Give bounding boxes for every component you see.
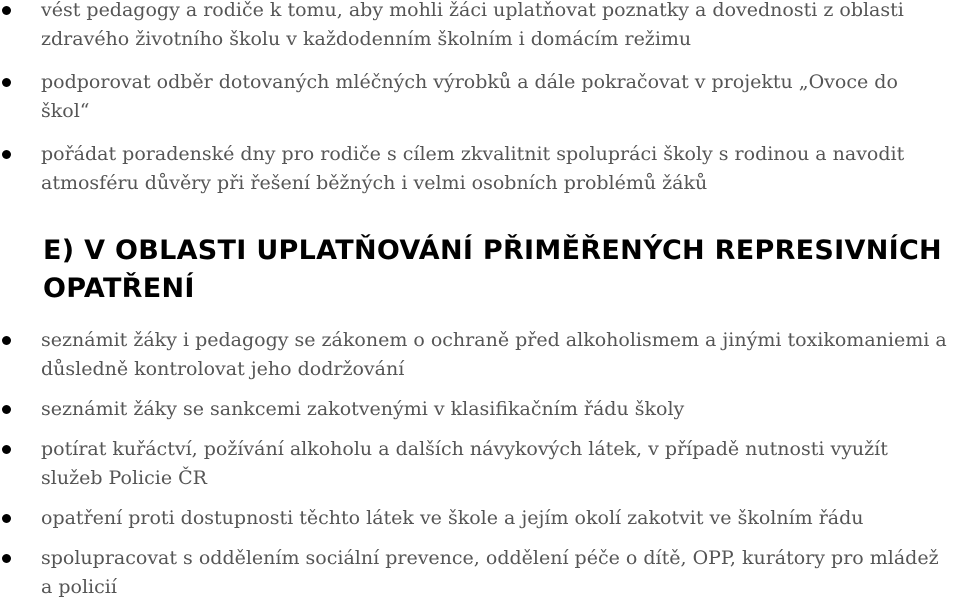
list-item-text: potírat kuřáctví, požívání alkoholu a dalších návykových látek, v případě nutnosti využít služeb Policie ČR	[41, 438, 888, 489]
list-item	[0, 0, 959, 54]
list-item-text: vést pedagogy a rodiče k tomu, aby mohli žáci uplatňovat poznatky a dovednosti z oblasti zdravého životního školu v každodenním školním i domácím režimu	[41, 0, 904, 50]
bullet-icon	[2, 150, 11, 159]
list-item-text: seznámit žáky i pedagogy se zákonem o ochraně před alkoholismem a jinými toxikomaniemi a důsledně kontrolovat jeho dodržování	[41, 329, 947, 380]
list-item	[0, 435, 959, 493]
list-item	[0, 504, 959, 533]
list-item	[0, 140, 959, 198]
bullet-icon	[2, 78, 11, 87]
bullet-icon	[2, 6, 11, 15]
bullet-icon	[2, 445, 11, 454]
bullet-icon	[2, 514, 11, 523]
list-item	[0, 395, 959, 424]
list-item-text: pořádat poradenské dny pro rodiče s cílem zkvalitnit spolupráci školy s rodinou a navodit atmosféru důvěry při řešení běžných i velmi osobních problémů žáků	[41, 143, 905, 194]
list-item-text: seznámit žáky se sankcemi zakotvenými v klasifikačním řádu školy	[41, 398, 685, 420]
list-item	[0, 326, 959, 384]
bullet-icon	[2, 554, 11, 563]
list-item	[0, 68, 959, 126]
list-item-text: spolupracovat s oddělením sociální prevence, oddělení péče o dítě, OPP, kurátory pro mládež a policií	[41, 547, 939, 598]
list-item-text: podporovat odběr dotovaných mléčných výrobků a dále pokračovat v projektu „Ovoce do škol“	[41, 71, 898, 122]
bullet-icon	[2, 336, 11, 345]
bullet-list-bottom	[0, 326, 959, 613]
list-item	[0, 544, 959, 602]
section-heading: E) V OBLASTI UPLATŇOVÁNÍ PŘIMĚŘENÝCH REPRESIVNÍCH OPATŘENÍ	[43, 235, 942, 304]
bullet-list-top	[0, 0, 959, 212]
list-item-text: opatření proti dostupnosti těchto látek ve škole a jejím okolí zakotvit ve školním řádu	[41, 507, 864, 529]
bullet-icon	[2, 405, 11, 414]
